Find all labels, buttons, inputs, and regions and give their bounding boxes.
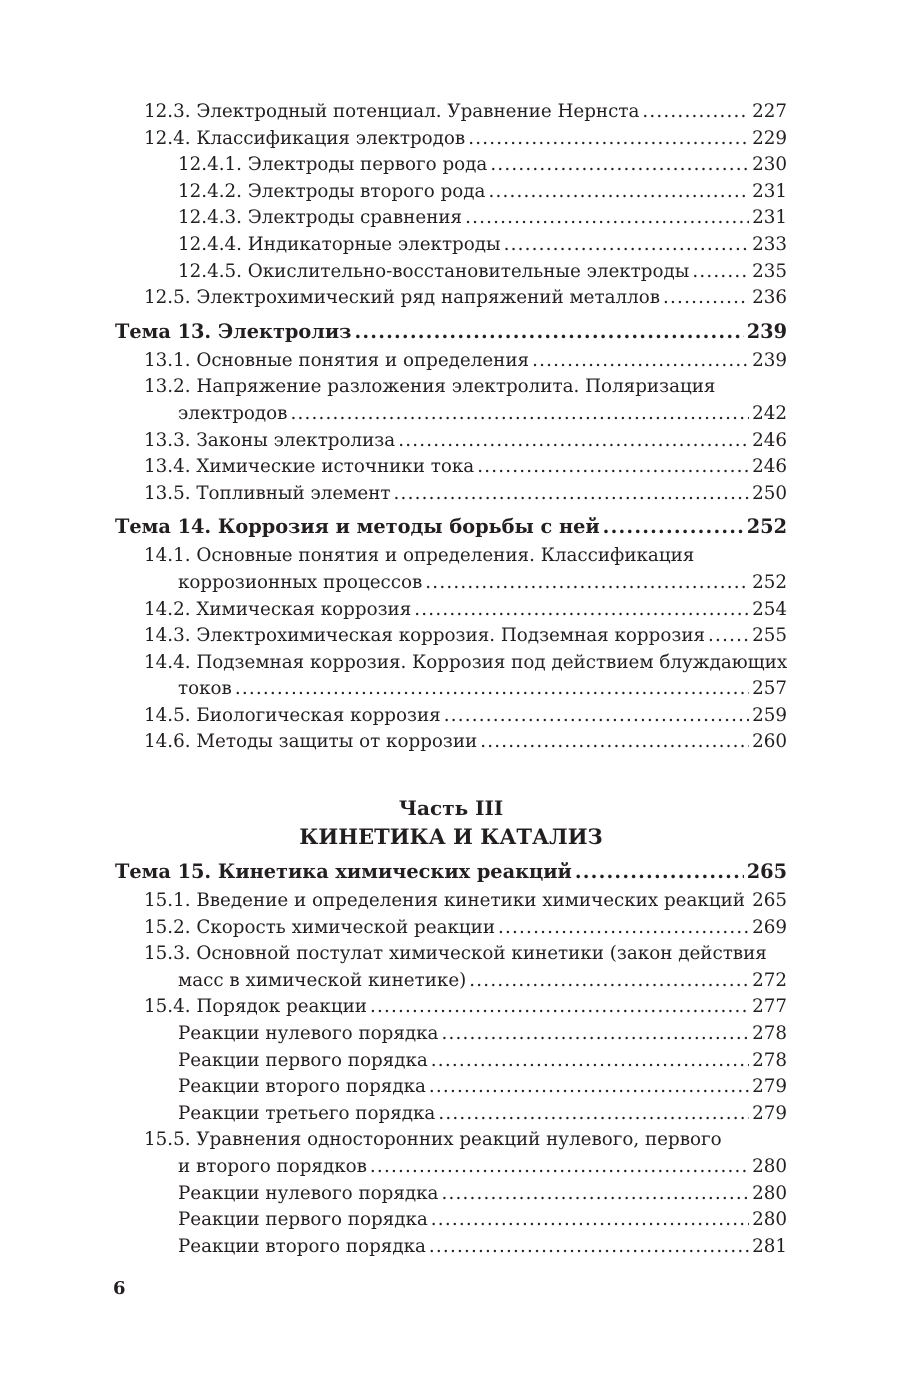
dot-leader bbox=[370, 1154, 749, 1181]
toc-entry-title: Реакции нулевого порядка bbox=[178, 1023, 439, 1045]
dot-leader bbox=[469, 968, 749, 995]
toc-entry bbox=[178, 259, 787, 286]
toc-entry bbox=[144, 597, 787, 624]
dot-leader bbox=[398, 428, 749, 455]
dot-leader bbox=[465, 205, 749, 232]
toc-entry-page: 231 bbox=[752, 207, 787, 229]
toc-entry-title: 13.3. Законы электролиза bbox=[144, 429, 396, 451]
toc-entry-title: 15.5. Уравнения односторонних реакций нулевого, первого bbox=[144, 1129, 722, 1151]
toc-entry bbox=[144, 374, 787, 427]
toc-entry-title: 12.5. Электрохимический ряд напряжений металлов bbox=[144, 287, 661, 309]
toc-entry-title: 14.5. Биологическая коррозия bbox=[144, 704, 441, 726]
toc-entry-title: 14.2. Химическая коррозия bbox=[144, 598, 412, 620]
dot-leader bbox=[603, 513, 744, 541]
toc-entry-page: 231 bbox=[752, 180, 787, 202]
toc-entry-title-cont: коррозионных процессов bbox=[178, 571, 423, 593]
toc-entry bbox=[144, 994, 787, 1021]
toc-entry-title: Реакции первого порядка bbox=[178, 1209, 428, 1231]
dot-leader bbox=[414, 597, 749, 624]
toc-entry-title: 12.4.2. Электроды второго рода bbox=[178, 180, 486, 202]
toc-entry bbox=[178, 1048, 787, 1075]
toc-entry-page: 233 bbox=[752, 233, 787, 255]
toc-entry-title: 12.4.1. Электроды первого рода bbox=[178, 154, 488, 176]
part-title: КИНЕТИКА И КАТАЛИЗ bbox=[299, 824, 603, 850]
dot-leader bbox=[468, 126, 749, 153]
toc-entry-page: 272 bbox=[752, 969, 787, 991]
toc-entry-page: 269 bbox=[752, 916, 787, 938]
toc-entry-title: Реакции третьего порядка bbox=[178, 1102, 436, 1124]
toc-entry-page: 280 bbox=[752, 1209, 787, 1231]
toc-entry bbox=[178, 1181, 787, 1208]
toc-entry bbox=[178, 1207, 787, 1234]
toc-entry-title: 12.4.3. Электроды сравнения bbox=[178, 207, 463, 229]
toc-entry bbox=[144, 285, 787, 312]
dot-leader bbox=[354, 318, 743, 346]
dot-leader bbox=[429, 1234, 749, 1261]
dot-leader bbox=[444, 703, 749, 730]
toc-topic-page: 252 bbox=[746, 515, 787, 539]
toc-entry-page: 278 bbox=[752, 1049, 787, 1071]
dot-leader bbox=[441, 1181, 749, 1208]
dot-leader bbox=[235, 676, 749, 703]
toc-entry-page: 254 bbox=[752, 598, 787, 620]
toc-entry-page: 246 bbox=[752, 456, 787, 478]
toc-entry bbox=[144, 1127, 787, 1180]
toc-entry-page: 246 bbox=[752, 429, 787, 451]
toc-entry-page: 277 bbox=[752, 996, 787, 1018]
toc-entry bbox=[144, 99, 787, 126]
toc-entry-page: 280 bbox=[752, 1182, 787, 1204]
toc-entry-page: 236 bbox=[752, 287, 787, 309]
dot-leader bbox=[692, 259, 749, 286]
toc-entry bbox=[144, 729, 787, 756]
toc-entry bbox=[144, 454, 787, 481]
toc-entry bbox=[178, 1101, 787, 1128]
toc-entry bbox=[144, 481, 787, 508]
dot-leader bbox=[488, 179, 749, 206]
dot-leader bbox=[394, 481, 750, 508]
toc-topic-title: Тема 14. Коррозия и методы борьбы с ней bbox=[115, 515, 600, 539]
table-of-contents bbox=[115, 99, 787, 1260]
dot-leader bbox=[498, 915, 749, 942]
toc-entry bbox=[144, 126, 787, 153]
toc-entry-title: Реакции второго порядка bbox=[178, 1235, 426, 1257]
toc-entry-page: 230 bbox=[752, 154, 787, 176]
toc-entry-title: 13.5. Топливный элемент bbox=[144, 482, 391, 504]
toc-entry-title: 15.2. Скорость химической реакции bbox=[144, 916, 496, 938]
toc-entry-page: 259 bbox=[752, 704, 787, 726]
toc-entry-title: 13.2. Напряжение разложения электролита. Поляризация bbox=[144, 376, 716, 398]
dot-leader bbox=[431, 1048, 749, 1075]
toc-entry bbox=[144, 650, 787, 703]
toc-entry-page: 227 bbox=[752, 101, 787, 122]
toc-topic-title: Тема 15. Кинетика химических реакций bbox=[115, 860, 572, 884]
toc-entry-page: 281 bbox=[752, 1235, 787, 1257]
toc-topic-page: 265 bbox=[746, 860, 787, 884]
dot-leader bbox=[575, 858, 744, 886]
toc-entry-title: 14.3. Электрохимическая коррозия. Подземная коррозия bbox=[144, 625, 706, 647]
toc-entry-title: Реакции второго порядка bbox=[178, 1076, 426, 1098]
toc-entry-title: 14.4. Подземная коррозия. Коррозия под действием блуждающих bbox=[144, 651, 788, 673]
toc-entry-page: 255 bbox=[752, 625, 787, 647]
toc-entry bbox=[144, 623, 787, 650]
dot-leader bbox=[642, 99, 749, 126]
toc-entry-page: 229 bbox=[752, 127, 787, 149]
dot-leader bbox=[477, 454, 749, 481]
toc-entry bbox=[144, 941, 787, 994]
toc-entry-title: Реакции нулевого порядка bbox=[178, 1182, 439, 1204]
toc-entry-title-cont: электродов bbox=[178, 402, 288, 424]
toc-entry-title: 12.4. Классификация электродов bbox=[144, 127, 466, 149]
dot-leader bbox=[431, 1207, 749, 1234]
dot-leader bbox=[438, 1101, 749, 1128]
toc-entry-title: 14.6. Методы защиты от коррозии bbox=[144, 731, 478, 753]
toc-entry bbox=[178, 1021, 787, 1048]
dot-leader bbox=[290, 401, 749, 428]
dot-leader bbox=[425, 570, 749, 597]
dot-leader bbox=[748, 888, 749, 915]
dot-leader bbox=[490, 152, 749, 179]
toc-entry bbox=[144, 888, 787, 915]
toc-entry-page: 242 bbox=[752, 402, 787, 424]
dot-leader bbox=[708, 623, 749, 650]
dot-leader bbox=[441, 1021, 749, 1048]
dot-leader bbox=[663, 285, 749, 312]
toc-entry-title-cont: масс в химической кинетике) bbox=[178, 969, 467, 991]
toc-entry-page: 265 bbox=[752, 890, 787, 912]
toc-entry bbox=[144, 915, 787, 942]
toc-entry bbox=[178, 152, 787, 179]
toc-entry-page: 280 bbox=[752, 1156, 787, 1177]
toc-entry-page: 260 bbox=[752, 731, 787, 753]
part-label: Часть III bbox=[398, 796, 504, 821]
dot-leader bbox=[429, 1074, 749, 1101]
toc-entry-title: 14.1. Основные понятия и определения. Классификация bbox=[144, 545, 695, 567]
page-number: 6 bbox=[113, 1278, 126, 1299]
toc-entry-page: 235 bbox=[752, 260, 787, 282]
toc-entry bbox=[178, 179, 787, 206]
toc-entry-page: 250 bbox=[752, 482, 787, 504]
toc-entry bbox=[178, 1234, 787, 1261]
toc-entry bbox=[144, 703, 787, 730]
toc-entry-title: 12.4.5. Окислительно-восстановительные электроды bbox=[178, 260, 690, 282]
dot-leader bbox=[480, 729, 749, 756]
toc-entry-title: 15.3. Основной постулат химической кинетики (закон действия bbox=[144, 943, 767, 965]
toc-entry bbox=[178, 232, 787, 259]
toc-entry bbox=[144, 543, 787, 596]
dot-leader bbox=[370, 994, 749, 1021]
toc-entry-title: 13.4. Химические источники тока bbox=[144, 456, 475, 478]
toc-entry-page: 257 bbox=[752, 678, 787, 700]
toc-entry-title: 15.4. Порядок реакции bbox=[144, 996, 367, 1018]
toc-entry-title: Реакции первого порядка bbox=[178, 1049, 428, 1071]
toc-entry-page: 279 bbox=[752, 1076, 787, 1098]
dot-leader bbox=[504, 232, 750, 259]
toc-entry-title-cont: и второго порядков bbox=[178, 1156, 367, 1177]
toc-topic-page: 239 bbox=[746, 319, 787, 343]
toc-entry bbox=[178, 1074, 787, 1101]
toc-entry bbox=[178, 205, 787, 232]
toc-topic-14 bbox=[115, 513, 787, 541]
toc-topic-13 bbox=[115, 318, 787, 346]
toc-entry bbox=[144, 428, 787, 455]
toc-topic-title: Тема 13. Электролиз bbox=[115, 319, 352, 343]
toc-entry-title: 15.1. Введение и определения кинетики химических реакций bbox=[144, 890, 745, 912]
dot-leader bbox=[532, 348, 749, 375]
toc-entry-page: 239 bbox=[752, 349, 787, 371]
toc-entry-page: 252 bbox=[752, 571, 787, 593]
toc-entry-title: 12.4.4. Индикаторные электроды bbox=[178, 233, 501, 255]
toc-entry-page: 279 bbox=[752, 1102, 787, 1124]
toc-entry-title: 12.3. Электродный потенциал. Уравнение Нернста bbox=[144, 101, 640, 122]
toc-entry-title: 13.1. Основные понятия и определения bbox=[144, 349, 530, 371]
toc-entry-page: 278 bbox=[752, 1023, 787, 1045]
toc-topic-15 bbox=[115, 858, 787, 886]
toc-entry-title-cont: токов bbox=[178, 678, 232, 700]
toc-entry bbox=[144, 348, 787, 375]
